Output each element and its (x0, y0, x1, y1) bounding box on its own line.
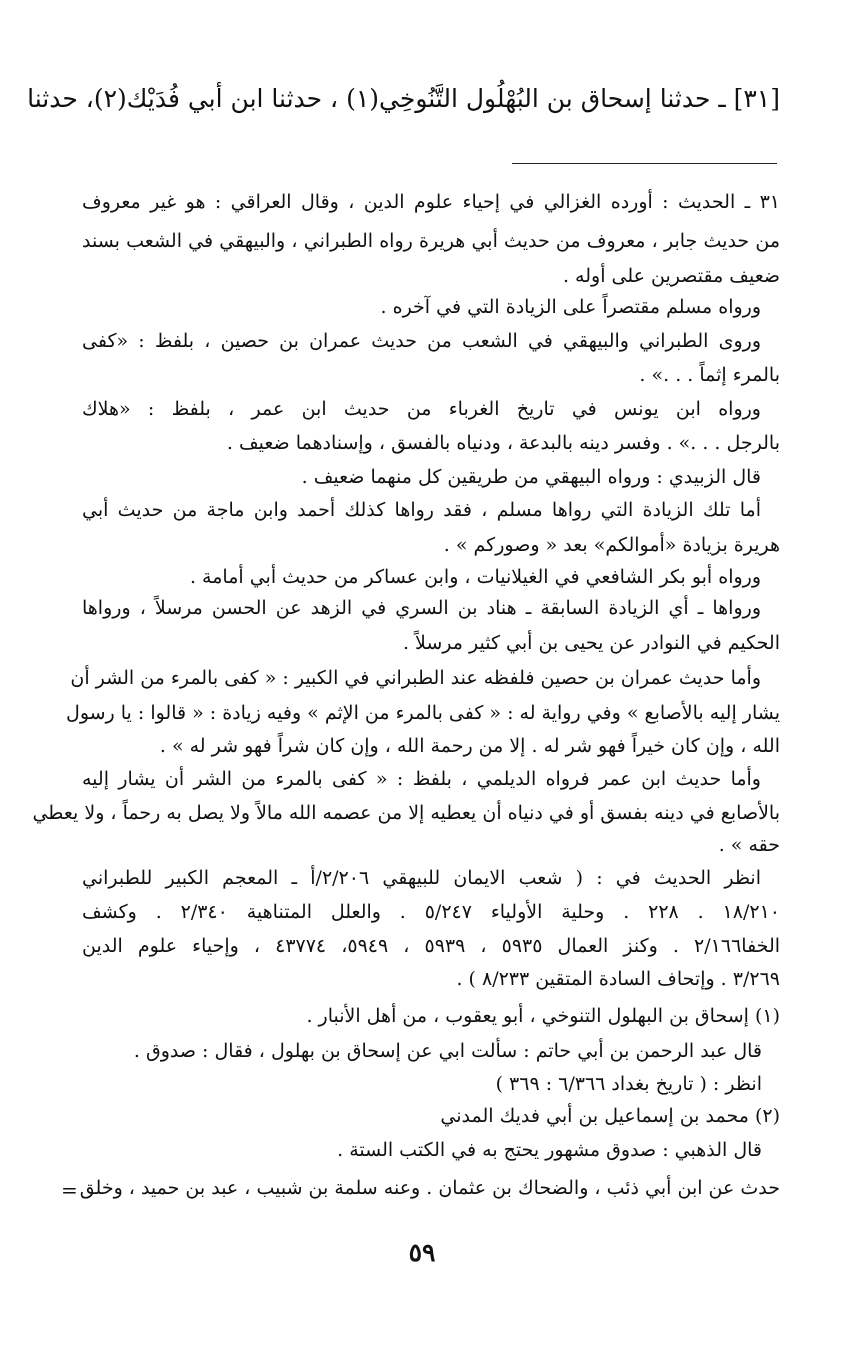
commentary-line: هريرة بزيادة «أموالكم» بعد « وصوركم » . (443, 534, 780, 556)
commentary-line: وأما حديث ابن عمر فرواه الديلمي ، بلفظ : « كفى بالمرء من الشر أن يشار إليه (82, 768, 761, 790)
commentary-line: وروى الطبراني والبيهقي في الشعب من حديث عمران بن حصين ، بلفظ : «كفى (82, 330, 761, 352)
footnote-line: انظر : ( تاريخ بغداد ٦/٣٦٦ : ٣٦٩ ) (495, 1073, 762, 1095)
footnote-line: قال الذهبي : صدوق مشهور يحتج به في الكتب الستة . (337, 1139, 762, 1161)
hadith-main-text: [٣١] ـ حدثنا إسحاق بن البُهْلُول التَّنُوخِي(١) ، حدثنا ابن أبي فُدَيْك(٢)، حدثنا (27, 84, 780, 113)
commentary-line: ١٨/٢١٠ . ٢٢٨ . وحلية الأولياء ٥/٢٤٧ . والعلل المتناهية ٢/٣٤٠ . وكشف (82, 901, 780, 923)
footnote-line: (١) إسحاق بن البهلول التنوخي ، أبو يعقوب ، من أهل الأنبار . (306, 1005, 780, 1027)
commentary-line: ورواه أبو بكر الشافعي في الغيلانيات ، وابن عساكر من حديث أبي أمامة . (189, 566, 761, 588)
footnote-line: (٢) محمد بن إسماعيل بن أبي فديك المدني (440, 1105, 780, 1127)
footnote-line: حدث عن ابن أبي ذئب ، والضحاك بن عثمان . وعنه سلمة بن شبيب ، عبد بن حميد ، وخلق (79, 1177, 780, 1199)
continuation-mark: = (61, 1178, 78, 1202)
page-number: ٥٩ (408, 1238, 436, 1267)
commentary-line: ورواها ـ أي الزيادة السابقة ـ هناد بن السري في الزهد عن الحسن مرسلاً ، ورواها (82, 597, 761, 619)
commentary-line: أما تلك الزيادة التي رواها مسلم ، فقد رواها كذلك أحمد وابن ماجة من حديث أبي (82, 499, 761, 521)
commentary-line: انظر الحديث في : ( شعب الايمان للبيهقي ٢/٢٠٦/أ ـ المعجم الكبير للطبراني (82, 867, 761, 889)
commentary-line: حقه » . (718, 834, 780, 856)
commentary-line: قال الزبيدي : ورواه البيهقي من طريقين كل منهما ضعيف . (301, 466, 761, 488)
footnote-separator (512, 163, 777, 164)
footnote-line: قال عبد الرحمن بن أبي حاتم : سألت ابي عن إسحاق بن بهلول ، فقال : صدوق . (133, 1040, 762, 1062)
commentary-line: ٣/٢٦٩ . وإتحاف السادة المتقين ٨/٢٣٣ ) . (456, 968, 780, 990)
commentary-line: بالأصابع في دينه بفسق أو في دنياه أن يعطيه إلا من عصمه الله مالاً ولا يصل به رحماً ، ولا يعطي (32, 802, 780, 824)
commentary-line: من حديث جابر ، معروف من حديث أبي هريرة رواه الطبراني ، والبيهقي في الشعب بسند (82, 230, 780, 252)
commentary-line: ٣١ ـ الحديث : أورده الغزالي في إحياء علوم الدين ، وقال العراقي : هو غير معروف (82, 191, 780, 213)
commentary-line: الحكيم في النوادر عن يحيى بن أبي كثير مرسلاً . (402, 632, 780, 654)
commentary-line: يشار إليه بالأصابع » وفي رواية له : « كفى بالمرء من الإثم » وفيه زيادة : « قالوا : يا رسول (66, 702, 780, 724)
commentary-line: بالمرء إثماً . . .» . (639, 364, 780, 386)
commentary-line: بالرجل . . .» . وفسر دينه بالبدعة ، ودنياه بالفسق ، وإسنادهما ضعيف . (226, 432, 780, 454)
commentary-line: الله ، وإن كان خيراً فهو شر له . إلا من رحمة الله ، وإن كان شراً فهو شر له » . (159, 735, 780, 757)
commentary-line: الخفا٢/١٦٦ . وكنز العمال ٥٩٣٥ ، ٥٩٣٩ ، ٥٩٤٩، ٤٣٧٧٤ ، وإحياء علوم الدين (82, 935, 781, 957)
commentary-line: ضعيف مقتصرين على أوله . (562, 265, 780, 287)
commentary-line: ورواه مسلم مقتصراً على الزيادة التي في آخره . (380, 296, 761, 318)
commentary-line: وأما حديث عمران بن حصين فلفظه عند الطبراني في الكبير : « كفى بالمرء من الشر أن (70, 667, 761, 689)
commentary-line: ورواه ابن يونس في تاريخ الغرباء من حديث ابن عمر ، بلفظ : «هلاك (82, 398, 761, 420)
